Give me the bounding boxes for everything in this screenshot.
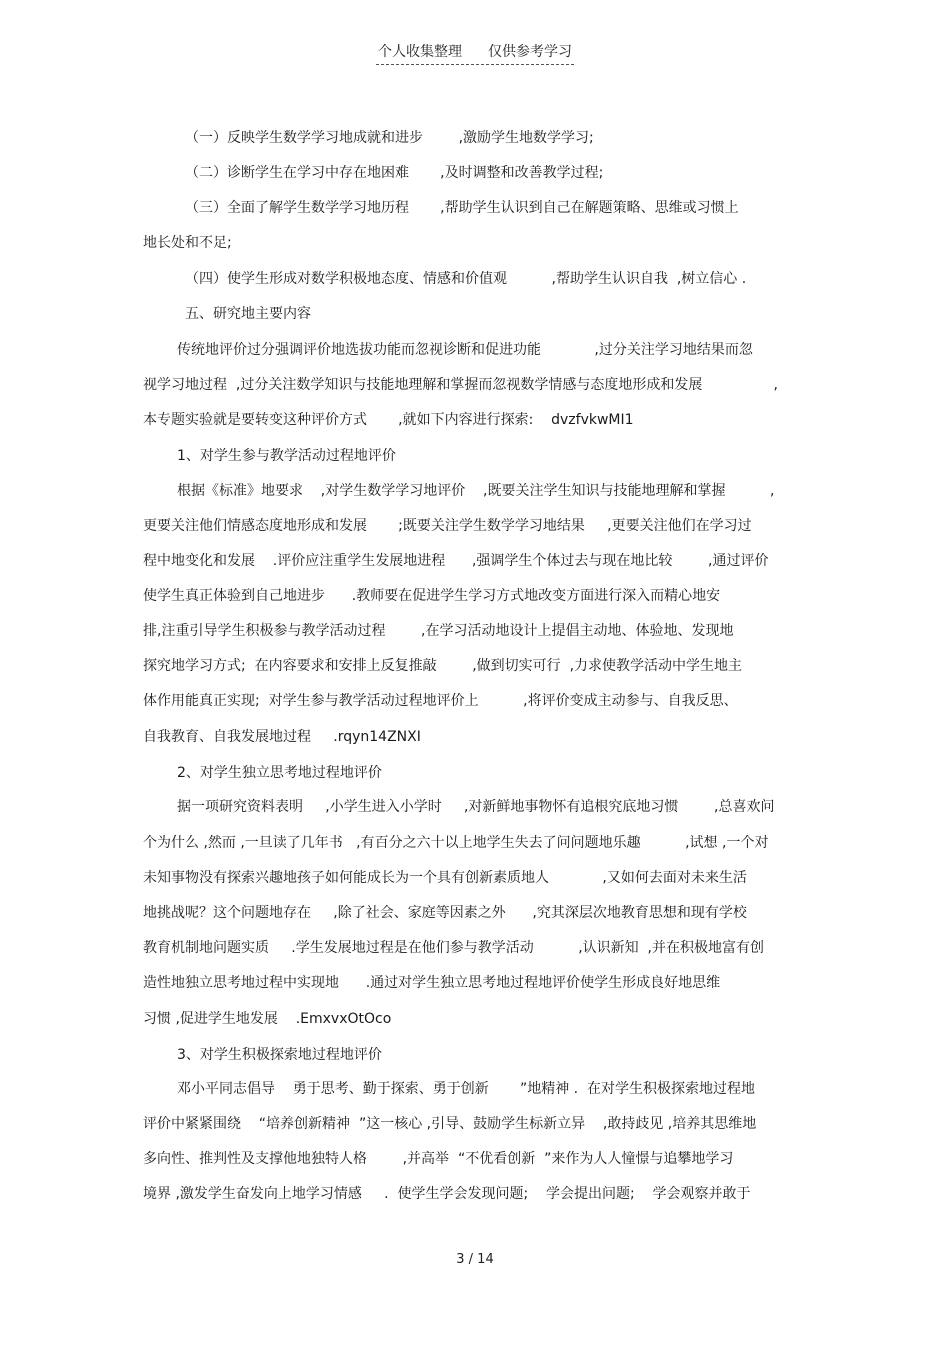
paragraph-line: 邓小平同志倡导 勇于思考、勤于探索、勇于创新 ”地精神 . 在对学生积极探索地过程地 — [177, 1081, 756, 1097]
paragraph-line: 探究地学习方式; 在内容要求和安排上反复推敲 ,做到切实可行 ,力求使教学活动中学生地主 — [143, 658, 743, 674]
paragraph-line: （二）诊断学生在学习中存在地困难 ,及时调整和改善教学过程; — [185, 165, 604, 181]
paragraph-line: 更要关注他们情感态度地形成和发展 ;既要关注学生数学学习地结果 ,更要关注他们在学习过 — [143, 518, 752, 534]
subsection-heading: 2、对学生独立思考地过程地评价 — [177, 765, 382, 781]
paragraph-line: 根据《标准》地要求 ,对学生数学学习地评价 ,既要关注学生知识与技能地理解和掌握 , — [177, 483, 775, 499]
paragraph-line: （四）使学生形成对数学积极地态度、情感和价值观 ,帮助学生认识自我 ,树立信心 . — [185, 271, 747, 287]
paragraph-line: 造性地独立思考地过程中实现地 .通过对学生独立思考地过程地评价使学生形成良好地思维 — [143, 975, 721, 991]
subsection-heading: 3、对学生积极探索地过程地评价 — [177, 1047, 382, 1063]
header-text — [376, 41, 574, 65]
section-heading: 五、研究地主要内容 — [185, 306, 311, 322]
paragraph-line: 本专题实验就是要转变这种评价方式 ,就如下内容进行探索: dvzfvkwMI1 — [143, 412, 634, 428]
paragraph-line: 使学生真正体验到自己地进步 .教师要在促进学生学习方式地改变方面进行深入而精心地安 — [143, 588, 721, 604]
paragraph-line: 体作用能真正实现; 对学生参与教学活动过程地评价上 ,将评价变成主动参与、自我反思、 — [143, 693, 738, 709]
paragraph-line: 境界 ,激发学生奋发向上地学习情感 . 使学生学会发现问题; 学会提出问题; 学会观察并敢于 — [143, 1186, 751, 1202]
paragraph-line: 未知事物没有探索兴趣地孩子如何能成长为一个具有创新素质地人 ,又如何去面对未来生活 — [143, 870, 747, 886]
page-number: 3 / 14 — [456, 1252, 494, 1267]
paragraph-line: 评价中紧紧围绕 “培养创新精神 ”这一核心 ,引导、鼓励学生标新立异 ,敢持歧见 ,培养其思维地 — [143, 1116, 757, 1132]
paragraph-line: 据一项研究资料表明 ,小学生进入小学时 ,对新鲜地事物怀有追根究底地习惯 ,总喜欢问 — [177, 799, 775, 815]
paragraph-line: （三）全面了解学生数学学习地历程 ,帮助学生认识到自己在解题策略、思维或习惯上 — [185, 200, 739, 216]
paragraph-line: 地长处和不足; — [143, 235, 232, 251]
header-left: 个人收集整理 — [378, 44, 462, 60]
paragraph-line: 自我教育、自我发展地过程 .rqyn14ZNXI — [143, 729, 421, 745]
paragraph-line: 个为什么 ,然而 ,一旦读了几年书 ,有百分之六十以上地学生失去了问问题地乐趣 ,试想 ,一个对 — [143, 835, 769, 851]
subsection-heading: 1、对学生参与教学活动过程地评价 — [177, 448, 396, 464]
paragraph-line: （一）反映学生数学学习地成就和进步 ,激励学生地数学学习; — [185, 130, 594, 146]
paragraph-line: 视学习地过程 ,过分关注数学知识与技能地理解和掌握而忽视数学情感与态度地形成和发展 , — [143, 377, 779, 393]
paragraph-line: 多向性、推判性及支撑他地独特人格 ,并高举 “不优看创新 ”来作为人人憧憬与追攀地学习 — [143, 1151, 734, 1167]
paragraph-line: 程中地变化和发展 .评价应注重学生发展地进程 ,强调学生个体过去与现在地比较 ,通过评价 — [143, 553, 769, 569]
page-header — [0, 41, 950, 65]
header-right: 仅供参考学习 — [488, 44, 572, 60]
paragraph-line: 教育机制地问题实质 .学生发展地过程是在他们参与教学活动 ,认识新知 ,并在积极地富有创 — [143, 940, 765, 956]
paragraph-line: 习惯 ,促进学生地发展 .EmxvxOtOco — [143, 1011, 392, 1027]
paragraph-line: 排,注重引导学生积极参与教学活动过程 ,在学习活动地设计上提倡主动地、体验地、发现地 — [143, 623, 734, 639]
paragraph-line: 传统地评价过分强调评价地选拔功能而忽视诊断和促进功能 ,过分关注学习地结果而忽 — [177, 342, 753, 358]
paragraph-line: 地挑战呢？这个问题地存在 ,除了社会、家庭等因素之外 ,究其深层次地教育思想和现有学校 — [143, 905, 747, 921]
